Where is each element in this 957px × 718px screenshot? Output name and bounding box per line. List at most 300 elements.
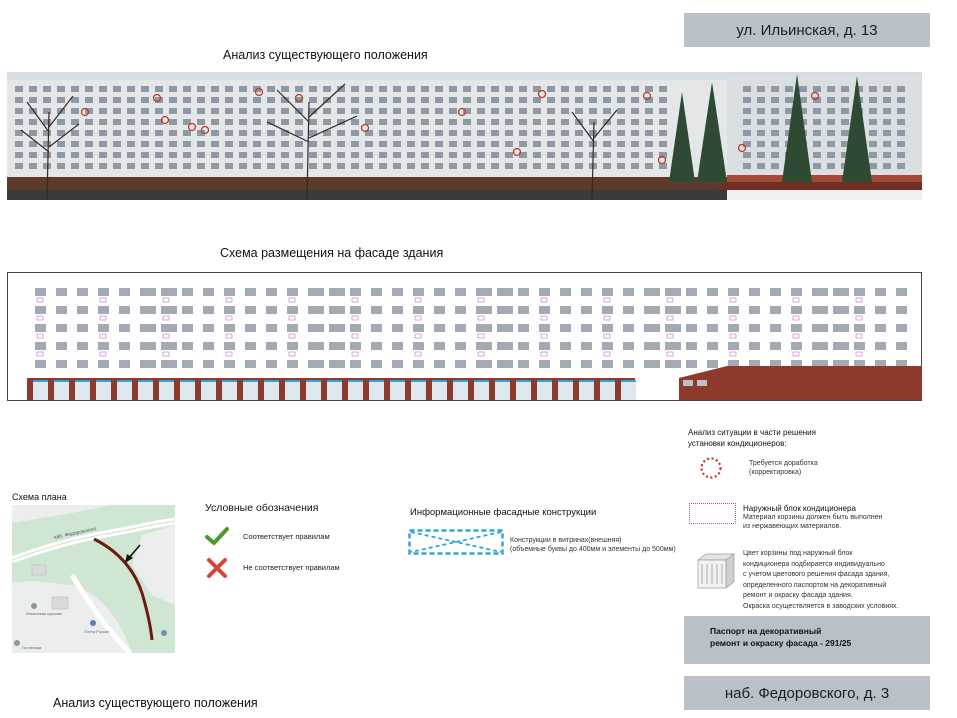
facade-window bbox=[476, 360, 492, 368]
photo-window bbox=[869, 86, 877, 92]
ac-unit-box-icon bbox=[689, 503, 736, 524]
facade-window bbox=[854, 342, 865, 350]
photo-window bbox=[309, 163, 317, 169]
basket-color-line: определенного паспортом на декоративный bbox=[743, 581, 887, 589]
photo-window bbox=[869, 97, 877, 103]
photo-window bbox=[323, 141, 331, 147]
photo-window bbox=[785, 97, 793, 103]
photo-window bbox=[267, 152, 275, 158]
photo-window bbox=[29, 97, 37, 103]
photo-window bbox=[757, 97, 765, 103]
facade-window bbox=[497, 342, 513, 350]
storefront-sign bbox=[327, 380, 342, 382]
facade-window bbox=[770, 288, 781, 296]
photo-window bbox=[435, 119, 443, 125]
photo-window bbox=[771, 119, 779, 125]
photo-window bbox=[267, 130, 275, 136]
photo-window bbox=[757, 119, 765, 125]
photo-window bbox=[71, 86, 79, 92]
facade-window bbox=[203, 360, 214, 368]
facade-window bbox=[161, 306, 177, 314]
photo-window bbox=[225, 163, 233, 169]
photo-window bbox=[85, 130, 93, 136]
facade-window bbox=[350, 288, 361, 296]
facade-window bbox=[518, 342, 529, 350]
facade-window bbox=[623, 306, 634, 314]
photo-window bbox=[785, 86, 793, 92]
photo-window bbox=[491, 119, 499, 125]
check-mark-icon bbox=[205, 526, 229, 546]
photo-window bbox=[631, 97, 639, 103]
basket-color-line: кондиционера подбирается индивидуально bbox=[743, 560, 885, 568]
photo-window bbox=[113, 86, 121, 92]
photo-window bbox=[351, 97, 359, 103]
photo-window bbox=[533, 152, 541, 158]
photo-window bbox=[141, 108, 149, 114]
storefront-window bbox=[159, 380, 174, 400]
photo-window bbox=[547, 119, 555, 125]
photo-window bbox=[477, 97, 485, 103]
facade-window bbox=[413, 306, 424, 314]
storefront-window bbox=[96, 380, 111, 400]
photo-window bbox=[435, 163, 443, 169]
facade-window bbox=[581, 288, 592, 296]
photo-window bbox=[463, 130, 471, 136]
photo-window bbox=[71, 141, 79, 147]
photo-window bbox=[141, 119, 149, 125]
facade-window bbox=[812, 342, 828, 350]
photo-window bbox=[631, 119, 639, 125]
facade-photo bbox=[7, 72, 922, 200]
basket-color-text bbox=[743, 549, 898, 612]
photo-window bbox=[505, 141, 513, 147]
facade-window bbox=[770, 342, 781, 350]
photo-window bbox=[813, 141, 821, 147]
photo-window bbox=[99, 86, 107, 92]
facade-window bbox=[371, 360, 382, 368]
photo-window bbox=[379, 152, 387, 158]
facade-window bbox=[518, 324, 529, 332]
photo-window bbox=[547, 130, 555, 136]
facade-window bbox=[35, 306, 46, 314]
photo-window bbox=[379, 130, 387, 136]
photo-window bbox=[281, 108, 289, 114]
photo-window bbox=[141, 86, 149, 92]
facade-window bbox=[455, 288, 466, 296]
photo-window bbox=[141, 97, 149, 103]
photo-window bbox=[281, 152, 289, 158]
address-top-box bbox=[684, 13, 930, 47]
photo-window bbox=[491, 130, 499, 136]
photo-window bbox=[99, 130, 107, 136]
facade-window bbox=[224, 342, 235, 350]
photo-window bbox=[505, 108, 513, 114]
photo-window bbox=[883, 152, 891, 158]
facade-window bbox=[539, 288, 550, 296]
photo-window bbox=[533, 108, 541, 114]
facade-window bbox=[35, 360, 46, 368]
photo-window bbox=[533, 119, 541, 125]
facade-window bbox=[791, 306, 802, 314]
photo-window bbox=[757, 152, 765, 158]
photo-window bbox=[57, 97, 65, 103]
facade-window bbox=[35, 342, 46, 350]
storefront-sign bbox=[222, 380, 237, 382]
photo-window bbox=[841, 130, 849, 136]
photo-window bbox=[351, 130, 359, 136]
photo-window bbox=[505, 97, 513, 103]
photo-window bbox=[757, 141, 765, 147]
map-poi1: Ильинская церковь bbox=[26, 611, 62, 616]
facade-window bbox=[161, 288, 177, 296]
facade-window bbox=[182, 342, 193, 350]
photo-window bbox=[827, 152, 835, 158]
photo-window bbox=[827, 141, 835, 147]
facade-window bbox=[875, 324, 886, 332]
facade-window bbox=[266, 324, 277, 332]
photo-window bbox=[169, 141, 177, 147]
storefront-sign bbox=[117, 380, 132, 382]
photo-window bbox=[225, 141, 233, 147]
facade-window bbox=[833, 324, 849, 332]
photo-window bbox=[477, 130, 485, 136]
facade-window bbox=[98, 324, 109, 332]
photo-window bbox=[197, 108, 205, 114]
storefront-window bbox=[33, 380, 48, 400]
photo-window bbox=[253, 152, 261, 158]
info-item-line1: Конструкции в витринах(внешняя) bbox=[510, 537, 622, 544]
photo-window bbox=[29, 119, 37, 125]
photo-window bbox=[603, 163, 611, 169]
photo-window bbox=[813, 130, 821, 136]
facade-window bbox=[287, 324, 298, 332]
photo-window bbox=[547, 86, 555, 92]
storefront-sign bbox=[432, 380, 447, 382]
facade-window bbox=[497, 288, 513, 296]
storefront-window bbox=[222, 380, 237, 400]
ac-analysis-title-line1: Анализ ситуации в части решения bbox=[688, 428, 816, 437]
facade-window bbox=[98, 342, 109, 350]
photo-window bbox=[491, 163, 499, 169]
photo-window bbox=[421, 163, 429, 169]
facade-window bbox=[119, 360, 130, 368]
photo-window bbox=[309, 119, 317, 125]
photo-window bbox=[575, 152, 583, 158]
photo-window bbox=[99, 108, 107, 114]
storefront-sign bbox=[285, 380, 300, 382]
facade-window bbox=[854, 306, 865, 314]
facade-window bbox=[98, 288, 109, 296]
storefront-sign bbox=[621, 380, 636, 382]
photo-window bbox=[15, 86, 23, 92]
photo-window bbox=[869, 141, 877, 147]
facade-window bbox=[224, 360, 235, 368]
facade-window bbox=[413, 360, 424, 368]
facade-window bbox=[392, 324, 403, 332]
photo-window bbox=[71, 108, 79, 114]
photo-window bbox=[743, 119, 751, 125]
facade-window bbox=[833, 342, 849, 350]
facade-window bbox=[203, 288, 214, 296]
photo-window bbox=[883, 141, 891, 147]
legend-title: Условные обозначения bbox=[205, 502, 319, 514]
photo-window bbox=[225, 108, 233, 114]
photo-window bbox=[617, 97, 625, 103]
photo-window bbox=[393, 152, 401, 158]
facade-window bbox=[623, 324, 634, 332]
photo-window bbox=[533, 141, 541, 147]
facade-window bbox=[413, 342, 424, 350]
photo-window bbox=[421, 108, 429, 114]
facade-window bbox=[350, 306, 361, 314]
address-bottom-box bbox=[684, 676, 930, 710]
photo-window bbox=[211, 108, 219, 114]
photo-window bbox=[253, 108, 261, 114]
map-poi2: Почта России bbox=[84, 629, 110, 634]
storefront-sign bbox=[579, 380, 594, 382]
facade-window bbox=[350, 360, 361, 368]
photo-window bbox=[309, 141, 317, 147]
photo-window bbox=[505, 130, 513, 136]
photo-window bbox=[771, 163, 779, 169]
photo-window bbox=[827, 119, 835, 125]
photo-window bbox=[477, 141, 485, 147]
facade-window bbox=[224, 306, 235, 314]
photo-window bbox=[169, 163, 177, 169]
facade-window bbox=[266, 360, 277, 368]
photo-window bbox=[71, 130, 79, 136]
facade-window bbox=[728, 342, 739, 350]
ac-unit-line2: из нержавеющих материалов. bbox=[743, 523, 842, 530]
photo-window bbox=[631, 141, 639, 147]
facade-window bbox=[518, 306, 529, 314]
photo-window bbox=[183, 152, 191, 158]
photo-window bbox=[827, 163, 835, 169]
photo-window bbox=[603, 108, 611, 114]
photo-window bbox=[575, 141, 583, 147]
storefront-sign bbox=[411, 380, 426, 382]
facade-window bbox=[308, 288, 324, 296]
photo-window bbox=[603, 141, 611, 147]
photo-window bbox=[393, 163, 401, 169]
photo-window bbox=[827, 108, 835, 114]
photo-window bbox=[827, 86, 835, 92]
storefront-window bbox=[600, 380, 615, 400]
photo-window bbox=[659, 130, 667, 136]
photo-window bbox=[309, 86, 317, 92]
facade-window bbox=[77, 324, 88, 332]
photo-window bbox=[15, 119, 23, 125]
storefront-window bbox=[453, 380, 468, 400]
photo-window bbox=[323, 152, 331, 158]
photo-window bbox=[897, 119, 905, 125]
facade-window bbox=[161, 360, 177, 368]
photo-window bbox=[659, 141, 667, 147]
photo-window bbox=[155, 86, 163, 92]
photo-window bbox=[253, 97, 261, 103]
facade-window bbox=[182, 360, 193, 368]
facade-window bbox=[434, 306, 445, 314]
storefront-sign bbox=[537, 380, 552, 382]
facade-window bbox=[434, 288, 445, 296]
photo-window bbox=[533, 97, 541, 103]
photo-window bbox=[141, 141, 149, 147]
photo-window bbox=[407, 86, 415, 92]
photo-window bbox=[813, 163, 821, 169]
photo-window bbox=[477, 163, 485, 169]
info-constructions-text bbox=[510, 536, 676, 554]
facade-window bbox=[98, 360, 109, 368]
photo-window bbox=[449, 86, 457, 92]
facade-window bbox=[329, 288, 345, 296]
storefront-sign bbox=[264, 380, 279, 382]
storefront-window bbox=[264, 380, 279, 400]
facade-window bbox=[329, 306, 345, 314]
photo-window bbox=[463, 86, 471, 92]
photo-window bbox=[155, 108, 163, 114]
photo-window bbox=[743, 108, 751, 114]
passport-line1: Паспорт на декоративный bbox=[710, 626, 822, 636]
photo-window bbox=[57, 86, 65, 92]
photo-window bbox=[743, 86, 751, 92]
facade-window bbox=[308, 360, 324, 368]
facade-window bbox=[581, 324, 592, 332]
facade-window bbox=[560, 360, 571, 368]
photo-window bbox=[379, 141, 387, 147]
photo-window bbox=[337, 152, 345, 158]
photo-window bbox=[869, 119, 877, 125]
photo-window bbox=[211, 97, 219, 103]
facade-window bbox=[413, 324, 424, 332]
storefront-window bbox=[54, 380, 69, 400]
photo-window bbox=[225, 152, 233, 158]
photo-window bbox=[197, 163, 205, 169]
facade-window bbox=[749, 288, 760, 296]
photo-window bbox=[757, 163, 765, 169]
photo-window bbox=[183, 86, 191, 92]
facade-window bbox=[161, 324, 177, 332]
photo-window bbox=[225, 97, 233, 103]
storefront-sign bbox=[54, 380, 69, 382]
facade-window bbox=[518, 360, 529, 368]
photo-window bbox=[365, 152, 373, 158]
photo-window bbox=[57, 163, 65, 169]
facade-window bbox=[749, 306, 760, 314]
plan-title: Схема плана bbox=[12, 492, 67, 502]
facade-window bbox=[623, 360, 634, 368]
facade-window bbox=[875, 288, 886, 296]
photo-window bbox=[435, 152, 443, 158]
photo-window bbox=[743, 163, 751, 169]
photo-window bbox=[29, 152, 37, 158]
storefront-sign bbox=[558, 380, 573, 382]
photo-window bbox=[421, 152, 429, 158]
facade-window bbox=[434, 324, 445, 332]
photo-window bbox=[211, 86, 219, 92]
photo-window bbox=[197, 97, 205, 103]
storefront-sign bbox=[33, 380, 48, 382]
facade-window bbox=[686, 360, 697, 368]
facade-window bbox=[581, 342, 592, 350]
photo-window bbox=[645, 86, 653, 92]
photo-window bbox=[29, 86, 37, 92]
photo-window bbox=[575, 86, 583, 92]
photo-window bbox=[561, 119, 569, 125]
photo-window bbox=[295, 86, 303, 92]
facade-window bbox=[119, 306, 130, 314]
photo-window bbox=[561, 141, 569, 147]
photo-window bbox=[589, 97, 597, 103]
photo-window bbox=[351, 108, 359, 114]
facade-window bbox=[854, 324, 865, 332]
photo-window bbox=[869, 163, 877, 169]
storefront-sign bbox=[348, 380, 363, 382]
photo-window bbox=[407, 97, 415, 103]
photo-window bbox=[435, 130, 443, 136]
photo-window bbox=[491, 141, 499, 147]
storefront-window bbox=[327, 380, 342, 400]
facade-window bbox=[791, 288, 802, 296]
storefront-window bbox=[432, 380, 447, 400]
basket-color-line: ремонт и окраску фасада здания. bbox=[743, 592, 853, 599]
facade-window bbox=[245, 324, 256, 332]
photo-window bbox=[351, 86, 359, 92]
storefront-window bbox=[201, 380, 216, 400]
facade-window bbox=[476, 288, 492, 296]
photo-window bbox=[113, 152, 121, 158]
photo-window bbox=[127, 130, 135, 136]
photo-window bbox=[645, 163, 653, 169]
facade-window bbox=[812, 324, 828, 332]
photo-window bbox=[323, 108, 331, 114]
photo-window bbox=[155, 141, 163, 147]
basket-color-line: Окраска осуществляется в заводских условиях. bbox=[743, 602, 899, 610]
photo-window bbox=[211, 152, 219, 158]
photo-window bbox=[645, 141, 653, 147]
facade-window bbox=[455, 360, 466, 368]
needs-work-marker-icon bbox=[699, 456, 723, 480]
photo-window bbox=[351, 119, 359, 125]
photo-window bbox=[547, 108, 555, 114]
storefront-sign bbox=[96, 380, 111, 382]
facade-window bbox=[623, 288, 634, 296]
facade-window bbox=[140, 306, 156, 314]
photo-window bbox=[225, 119, 233, 125]
photo-window bbox=[71, 163, 79, 169]
photo-window bbox=[295, 141, 303, 147]
photo-window bbox=[85, 163, 93, 169]
photo-window bbox=[281, 86, 289, 92]
facade-window bbox=[539, 342, 550, 350]
facade-window bbox=[560, 342, 571, 350]
facade-window bbox=[749, 324, 760, 332]
photo-window bbox=[225, 130, 233, 136]
photo-window bbox=[15, 163, 23, 169]
photo-window bbox=[603, 152, 611, 158]
photo-window bbox=[337, 97, 345, 103]
photo-window bbox=[71, 119, 79, 125]
photo-window bbox=[57, 152, 65, 158]
storefront-sign bbox=[390, 380, 405, 382]
photo-window bbox=[505, 119, 513, 125]
photo-window bbox=[197, 141, 205, 147]
photo-window bbox=[407, 152, 415, 158]
photo-window bbox=[379, 108, 387, 114]
facade-window bbox=[686, 342, 697, 350]
photo-window bbox=[645, 130, 653, 136]
ac-unit-title: Наружный блок кондиционера bbox=[743, 504, 856, 513]
photo-window bbox=[519, 141, 527, 147]
